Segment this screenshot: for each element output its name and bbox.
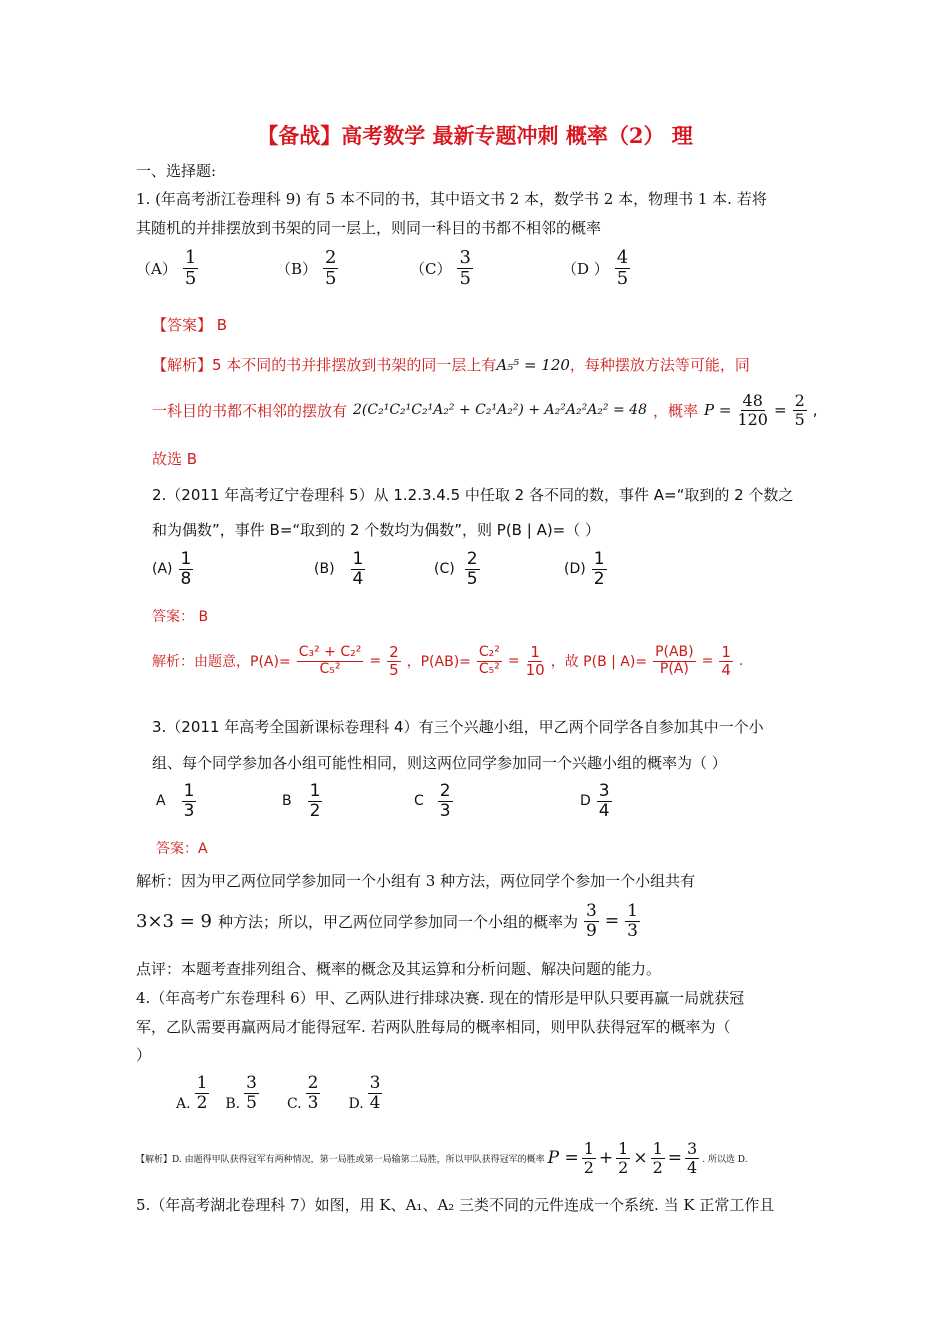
q2-analysis [152, 644, 743, 678]
q2-option-c [434, 550, 480, 588]
q4-line2: 军，乙队需要再赢两局才能得冠军. 若两队胜每局的概率相同，则甲队获得冠军的概率为（ [136, 1018, 731, 1036]
equals-sign: = [604, 911, 620, 932]
frac-num: 3 [459, 247, 471, 268]
option-label: （D ） [562, 259, 609, 278]
q1-line2: 其随机的并排摆放到书架的同一层上，则同一科目的书都不相邻的概率 [136, 219, 602, 237]
text: ，每种摆放方法等可能，同 [569, 356, 750, 374]
option-label: D [580, 793, 591, 810]
q3-analysis-line1: 解析：因为甲乙两位同学参加同一个小组有 3 种方法，两位同学个参加一个小组共有 [136, 872, 696, 890]
formula: A₅⁵ = 120 [496, 356, 570, 374]
text: . [738, 653, 744, 669]
q3-option-c [414, 782, 453, 820]
frac-num: 2 [466, 549, 478, 569]
frac-den: 3 [439, 800, 451, 821]
text: ，P(AB)= [406, 654, 471, 670]
frac-den: 4 [687, 1157, 698, 1177]
section-heading: 一、选择题: [136, 162, 217, 180]
frac-num: 2 [325, 247, 337, 268]
frac-den: 2 [618, 1157, 629, 1177]
frac-num: P(AB) [655, 644, 694, 661]
frac-den: 5 [466, 568, 478, 589]
q1-analysis-line3: 故选 B [152, 450, 198, 468]
q1-option-a [136, 248, 198, 289]
frac-num: 1 [309, 781, 321, 801]
q5-line1: 5.（年高考湖北卷理科 7）如图，用 K、A₁、A₂ 三类不同的元件连成一个系统. 当 K 正常工作且 [136, 1196, 775, 1214]
frac-num: 1 [196, 1073, 208, 1093]
plus-sign: + [598, 1148, 614, 1169]
frac-num: C₂² [478, 644, 500, 661]
q3-analysis-line2 [136, 902, 640, 940]
q3-line1: 3.（2011 年高考全国新课标卷理科 4）有三个兴趣小组，甲乙两个同学各自参加其中一个小 [152, 718, 764, 736]
frac-num: 1 [583, 1139, 594, 1158]
equals-sign: = [701, 653, 714, 669]
equals-sign: = [369, 653, 382, 669]
frac-den: 4 [352, 568, 364, 589]
option-label: (D) [564, 561, 586, 578]
q1-option-c [410, 248, 473, 289]
equals-sign: = [667, 1148, 683, 1169]
page-title: 【备战】高考数学 最新专题冲刺 概率（2） 理 [257, 123, 693, 148]
q1-option-b [276, 248, 338, 289]
frac-num: 1 [618, 1139, 629, 1158]
option-label: A [156, 793, 166, 810]
text: . 所以选 D. [702, 1154, 748, 1165]
option-label: （C） [410, 259, 452, 278]
frac-num: 1 [180, 549, 192, 569]
frac-num: 3 [369, 1073, 381, 1093]
frac-num: 2 [439, 781, 451, 801]
comma: , [812, 401, 818, 420]
q4-line3: ） [136, 1046, 152, 1064]
frac-num: 1 [627, 901, 638, 921]
q3-line2: 组、每个同学参加各小组可能性相同，则这两位同学参加同一个兴趣小组的概率为（ ） [152, 754, 727, 772]
frac-den: 2 [309, 800, 321, 821]
q3-option-d [580, 782, 612, 820]
frac-den: 5 [459, 267, 471, 289]
frac-num: 3 [585, 901, 597, 921]
frac-num: 1 [183, 781, 195, 801]
q4-options [176, 1074, 382, 1112]
option-label: （A） [136, 259, 177, 278]
option-label: (C) [434, 561, 455, 578]
option-label: (A) [152, 561, 173, 578]
frac-num: 1 [184, 247, 197, 268]
frac-den: C₅² [478, 660, 500, 677]
formula: 2(C₂¹C₂¹C₂¹A₂² + C₂¹A₂²) + A₂²A₂²A₂² = 48 [353, 402, 647, 419]
times-sign: × [633, 1148, 648, 1169]
frac-num: 2 [389, 643, 399, 661]
q1-line1: 1. (年高考浙江卷理科 9) 有 5 本不同的书，其中语文书 2 本，数学书 2 本，物理书 1 本. 若将 [136, 190, 767, 208]
text: 【解析】5 本不同的书并排摆放到书架的同一层上有 [152, 356, 497, 374]
frac-num: C₃² + C₂² [298, 644, 362, 661]
text: 一科目的书都不相邻的摆放有 [152, 401, 348, 420]
frac-num: 2 [794, 391, 805, 410]
frac-den: 5 [616, 267, 629, 289]
frac-num: 3 [598, 781, 610, 801]
q1-analysis-line2 [152, 392, 818, 428]
frac-den: 2 [593, 568, 605, 589]
frac-num: 1 [721, 643, 731, 661]
frac-den: 3 [183, 800, 195, 821]
frac-num: 1 [652, 1139, 663, 1158]
q2-answer: 答案： B [152, 609, 209, 625]
frac-den: 5 [325, 267, 337, 289]
text: 解析：由题意，P(A)= [152, 654, 291, 670]
formula: P = [704, 401, 732, 420]
frac-den: 9 [585, 920, 597, 941]
option-label: D. [348, 1096, 364, 1113]
frac-num: 1 [352, 549, 364, 569]
q1-option-d [562, 248, 630, 289]
frac-num: 1 [593, 549, 605, 569]
frac-den: 5 [794, 409, 805, 429]
q2-option-d [564, 550, 607, 588]
frac-num: 4 [616, 247, 629, 268]
q3-option-b [282, 782, 322, 820]
option-label: C. [286, 1096, 302, 1113]
frac-den: 4 [721, 660, 731, 679]
q4-analysis [136, 1140, 748, 1176]
frac-den: 2 [583, 1157, 594, 1177]
option-label: A. [176, 1096, 191, 1113]
frac-den: 3 [627, 920, 638, 941]
q3-answer: 答案：A [156, 841, 208, 857]
formula: P = [547, 1148, 579, 1169]
q3-comment: 点评：本题考查排列组合、概率的概念及其运算和分析问题、解决问题的能力。 [136, 960, 662, 978]
frac-den: 5 [389, 660, 399, 679]
q1-analysis-line1 [152, 354, 750, 375]
frac-den: 2 [652, 1157, 663, 1177]
frac-den: 4 [598, 800, 610, 821]
equals-sign: = [507, 653, 520, 669]
q4-line1: 4.（年高考广东卷理科 6）甲、乙两队进行排球决赛. 现在的情形是甲队只要再赢一局就获冠 [136, 989, 745, 1007]
frac-den: 8 [180, 568, 192, 589]
option-label: C [414, 793, 424, 810]
formula: 3×3 = 9 [136, 910, 212, 932]
option-label: B [282, 793, 292, 810]
frac-den: P(A) [659, 660, 689, 677]
frac-den: 3 [307, 1092, 319, 1113]
frac-den: 5 [184, 267, 197, 289]
frac-num: 3 [246, 1073, 257, 1093]
option-label: （B） [276, 259, 318, 278]
equals-sign: = [773, 401, 787, 420]
q2-line2: 和为偶数”，事件 B=“取到的 2 个数均为偶数”，则 P(B | A)=（ ） [152, 521, 601, 539]
frac-num: 2 [307, 1073, 319, 1093]
frac-den: 5 [246, 1092, 257, 1113]
q3-option-a [156, 782, 196, 820]
text: ，概率 [652, 401, 698, 420]
frac-num: 1 [530, 643, 540, 661]
q2-option-a [152, 550, 193, 588]
q1-answer: 【答案】 B [152, 316, 228, 334]
text: 【解析】D. 由题得甲队获得冠军有两种情况，第一局胜或第一局输第二局胜，所以甲队获得冠军的概率 [136, 1154, 545, 1165]
frac-den: 2 [196, 1092, 208, 1113]
frac-den: C₅² [319, 660, 341, 677]
frac-den: 10 [525, 660, 545, 679]
option-label: (B) [314, 561, 335, 578]
option-label: B. [225, 1096, 241, 1113]
frac-den: 4 [369, 1092, 381, 1113]
text: ，故 P(B | A)= [550, 654, 648, 670]
frac-num: 3 [687, 1139, 698, 1158]
q2-line1: 2.（2011 年高考辽宁卷理科 5）从 1.2.3.4.5 中任取 2 各不同的数，事件 A=“取到的 2 个数之 [152, 486, 794, 504]
q2-option-b [314, 550, 365, 588]
text: 种方法；所以，甲乙两位同学参加同一个小组的概率为 [217, 912, 578, 931]
frac-den: 120 [737, 409, 768, 429]
frac-num: 48 [742, 391, 763, 410]
